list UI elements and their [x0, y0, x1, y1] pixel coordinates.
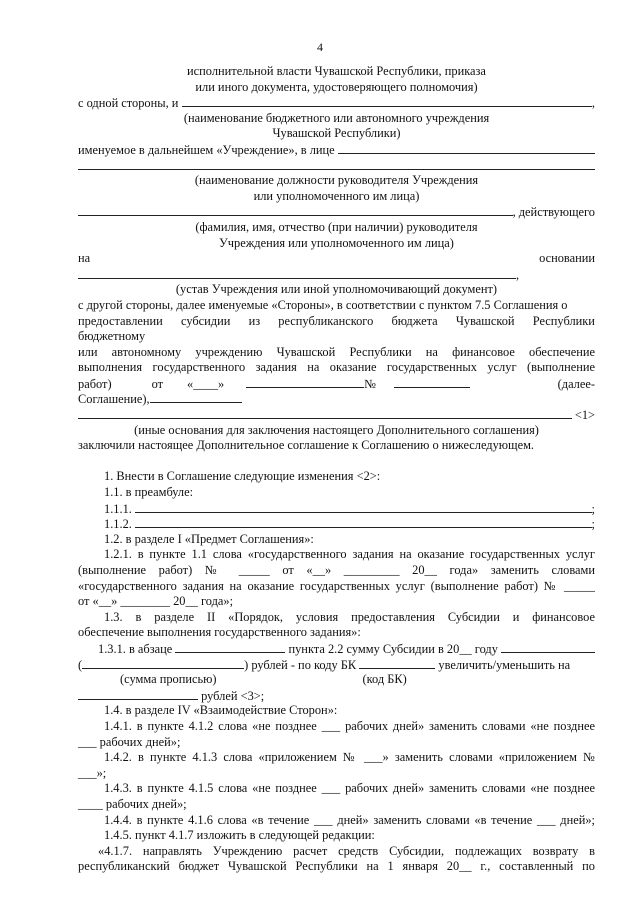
preamble-line: исполнительной власти Чувашской Республики, приказа	[187, 64, 486, 78]
caption: (сумма прописью)	[120, 672, 217, 687]
preamble-line: с одной стороны, и ,	[78, 96, 595, 111]
preamble-line: бюджетному	[78, 329, 146, 344]
preamble-line: или автономному учреждению Чувашской Республики на финансовое обеспечение	[78, 344, 595, 359]
item-line: 1.4.4. в пункте 4.1.6 слова «в течение ___ дней» заменить словами «в течение ___ дней»;	[104, 812, 595, 827]
item-line: 1.2.1. в пункте 1.1 слова «государственного задания на оказание государственных услуг	[104, 547, 595, 562]
preamble-text: , действующего	[512, 205, 595, 220]
item-line: 1.4.3. в пункте 4.1.5 слова «не позднее ___ рабочих дней» заменить словами «не позднее	[104, 781, 595, 796]
preamble-caption: (наименование бюджетного или автономного учреждения	[183, 110, 490, 125]
preamble-text: основании	[539, 251, 595, 266]
preamble-line	[78, 407, 595, 423]
fill-in-blank	[246, 376, 364, 388]
preamble-line	[78, 204, 595, 220]
item-line: 1.4.2. в пункте 4.1.3 слова «приложением № ___» заменить словами «приложением №	[104, 750, 595, 765]
preamble-line	[78, 314, 595, 330]
preamble-text: работ)	[78, 376, 112, 391]
item-line: «4.1.7. направлять Учреждению расчет средств Субсидии, подлежащих возврату в	[98, 843, 595, 858]
fill-in-blank	[394, 376, 470, 388]
preamble-caption: (иные основания для заключения настоящего Дополнительного соглашения)	[134, 422, 539, 437]
preamble-text: именуемое в дальнейшем «Учреждение», в лице	[78, 142, 335, 157]
item-text: ;	[591, 517, 595, 532]
fill-in-blank	[501, 641, 595, 653]
fill-in-blank	[78, 688, 198, 700]
preamble-text: на	[78, 251, 91, 266]
preamble-line	[78, 142, 595, 158]
item-line	[78, 672, 595, 688]
preamble-text: №	[364, 376, 377, 391]
item-text: 1.3.1. в абзаце	[98, 641, 173, 656]
preamble-caption: (фамилия, имя, отчество (при наличии) руководителя	[195, 219, 478, 234]
item-text: ;	[591, 501, 595, 516]
preamble-text: предоставлении субсидии из республиканского бюджета Чувашской Республики	[78, 313, 595, 328]
preamble-text: Соглашение),	[78, 392, 150, 407]
fill-in-blank	[78, 158, 595, 170]
preamble-caption: или уполномоченного им лица)	[253, 188, 420, 203]
item-text: увеличить/уменьшить на	[438, 657, 571, 672]
item-line	[78, 641, 595, 657]
item-line: 1.2. в разделе I «Предмет Соглашения»:	[104, 531, 314, 546]
preamble-text: от	[151, 376, 164, 391]
item-line: 1.1. в преамбуле:	[104, 485, 194, 500]
item-line	[78, 657, 595, 673]
fill-in-blank	[82, 657, 244, 669]
item-line: 1.4.1. в пункте 4.1.2 слова «не позднее ___ рабочих дней» заменить словами «не позднее	[104, 718, 595, 733]
item-text: (	[78, 657, 83, 672]
item-line: 1.4. в разделе IV «Взаимодействие Сторон»:	[104, 703, 338, 718]
item-line: от «__» ________ 20__ года»;	[78, 594, 234, 609]
preamble-line	[78, 251, 595, 267]
item-line: обеспечение выполнения государственного задания»:	[78, 625, 361, 640]
item-line	[78, 501, 595, 517]
fill-in-blank	[182, 95, 592, 107]
footnote-ref: <1>	[574, 408, 595, 423]
item-line	[78, 516, 595, 532]
item-line: 1.3. в разделе II «Порядок, условия предоставления Субсидии и финансовое	[104, 609, 595, 624]
fill-in-blank	[175, 641, 285, 653]
fill-in-blank	[135, 516, 592, 528]
item-text: 1.1.1.	[104, 501, 132, 516]
fill-in-blank	[338, 142, 595, 154]
preamble-line	[78, 391, 595, 407]
item-text: ) рублей - по коду БК	[244, 657, 357, 672]
preamble-line: выполнения государственного задания на оказание государственных услуг (выполнение	[78, 360, 595, 375]
preamble-line: ,	[78, 267, 595, 283]
preamble-text: (далее-	[557, 376, 595, 391]
item-line: республиканский бюджет Чувашской Республики на 1 января 20__ г., составленный по	[78, 859, 595, 874]
preamble-caption: (устав Учреждения или иной уполномочивающий документ)	[175, 282, 498, 297]
preamble-text: с одной стороны, и	[78, 96, 179, 111]
preamble-line: заключили настоящее Дополнительное соглашение к Соглашению о нижеследующем.	[78, 438, 535, 453]
preamble-caption: (наименование должности руководителя Учреждения	[194, 173, 479, 188]
item-line: 1. Внести в Соглашение следующие изменения <2>:	[104, 469, 381, 484]
item-line: ____ рабочих дней»;	[78, 796, 187, 811]
item-text: 1.1.2.	[104, 517, 132, 532]
item-line: (выполнение работ) № _____ от «__» _________ 20__ года» заменить словами	[78, 563, 595, 577]
caption: (код БК)	[362, 672, 407, 687]
preamble-line	[78, 376, 595, 392]
fill-in-blank	[78, 267, 516, 279]
fill-in-blank	[359, 657, 435, 669]
preamble-line: или иного документа, удостоверяющего полномочия)	[195, 79, 478, 94]
preamble-line	[78, 158, 595, 174]
preamble-caption: Учреждения или уполномоченного им лица)	[219, 235, 454, 250]
item-text: пункта 2.2 сумму Субсидии в 20__ году	[288, 641, 498, 656]
fill-in-blank	[150, 391, 242, 403]
preamble-line: с другой стороны, далее именуемые «Стороны», в соответствии с пунктом 7.5 Соглашения о	[78, 297, 568, 312]
item-line: 1.4.5. пункт 4.1.7 изложить в следующей редакции:	[104, 828, 375, 843]
preamble-text: «____»	[187, 376, 225, 391]
item-text: рублей <3>;	[201, 688, 265, 703]
item-line: ___»;	[78, 765, 107, 780]
item-line: ___ рабочих дней»;	[78, 734, 181, 749]
page-number: 4	[317, 40, 323, 54]
item-line	[78, 688, 595, 704]
item-line: «государственного задания на оказание государственных услуг (выполнение работ) № _____	[78, 578, 595, 593]
fill-in-blank	[78, 407, 572, 419]
fill-in-blank	[135, 501, 592, 513]
document-body	[78, 64, 595, 875]
preamble-caption: Чувашской Республики)	[272, 126, 401, 141]
fill-in-blank	[78, 204, 513, 216]
